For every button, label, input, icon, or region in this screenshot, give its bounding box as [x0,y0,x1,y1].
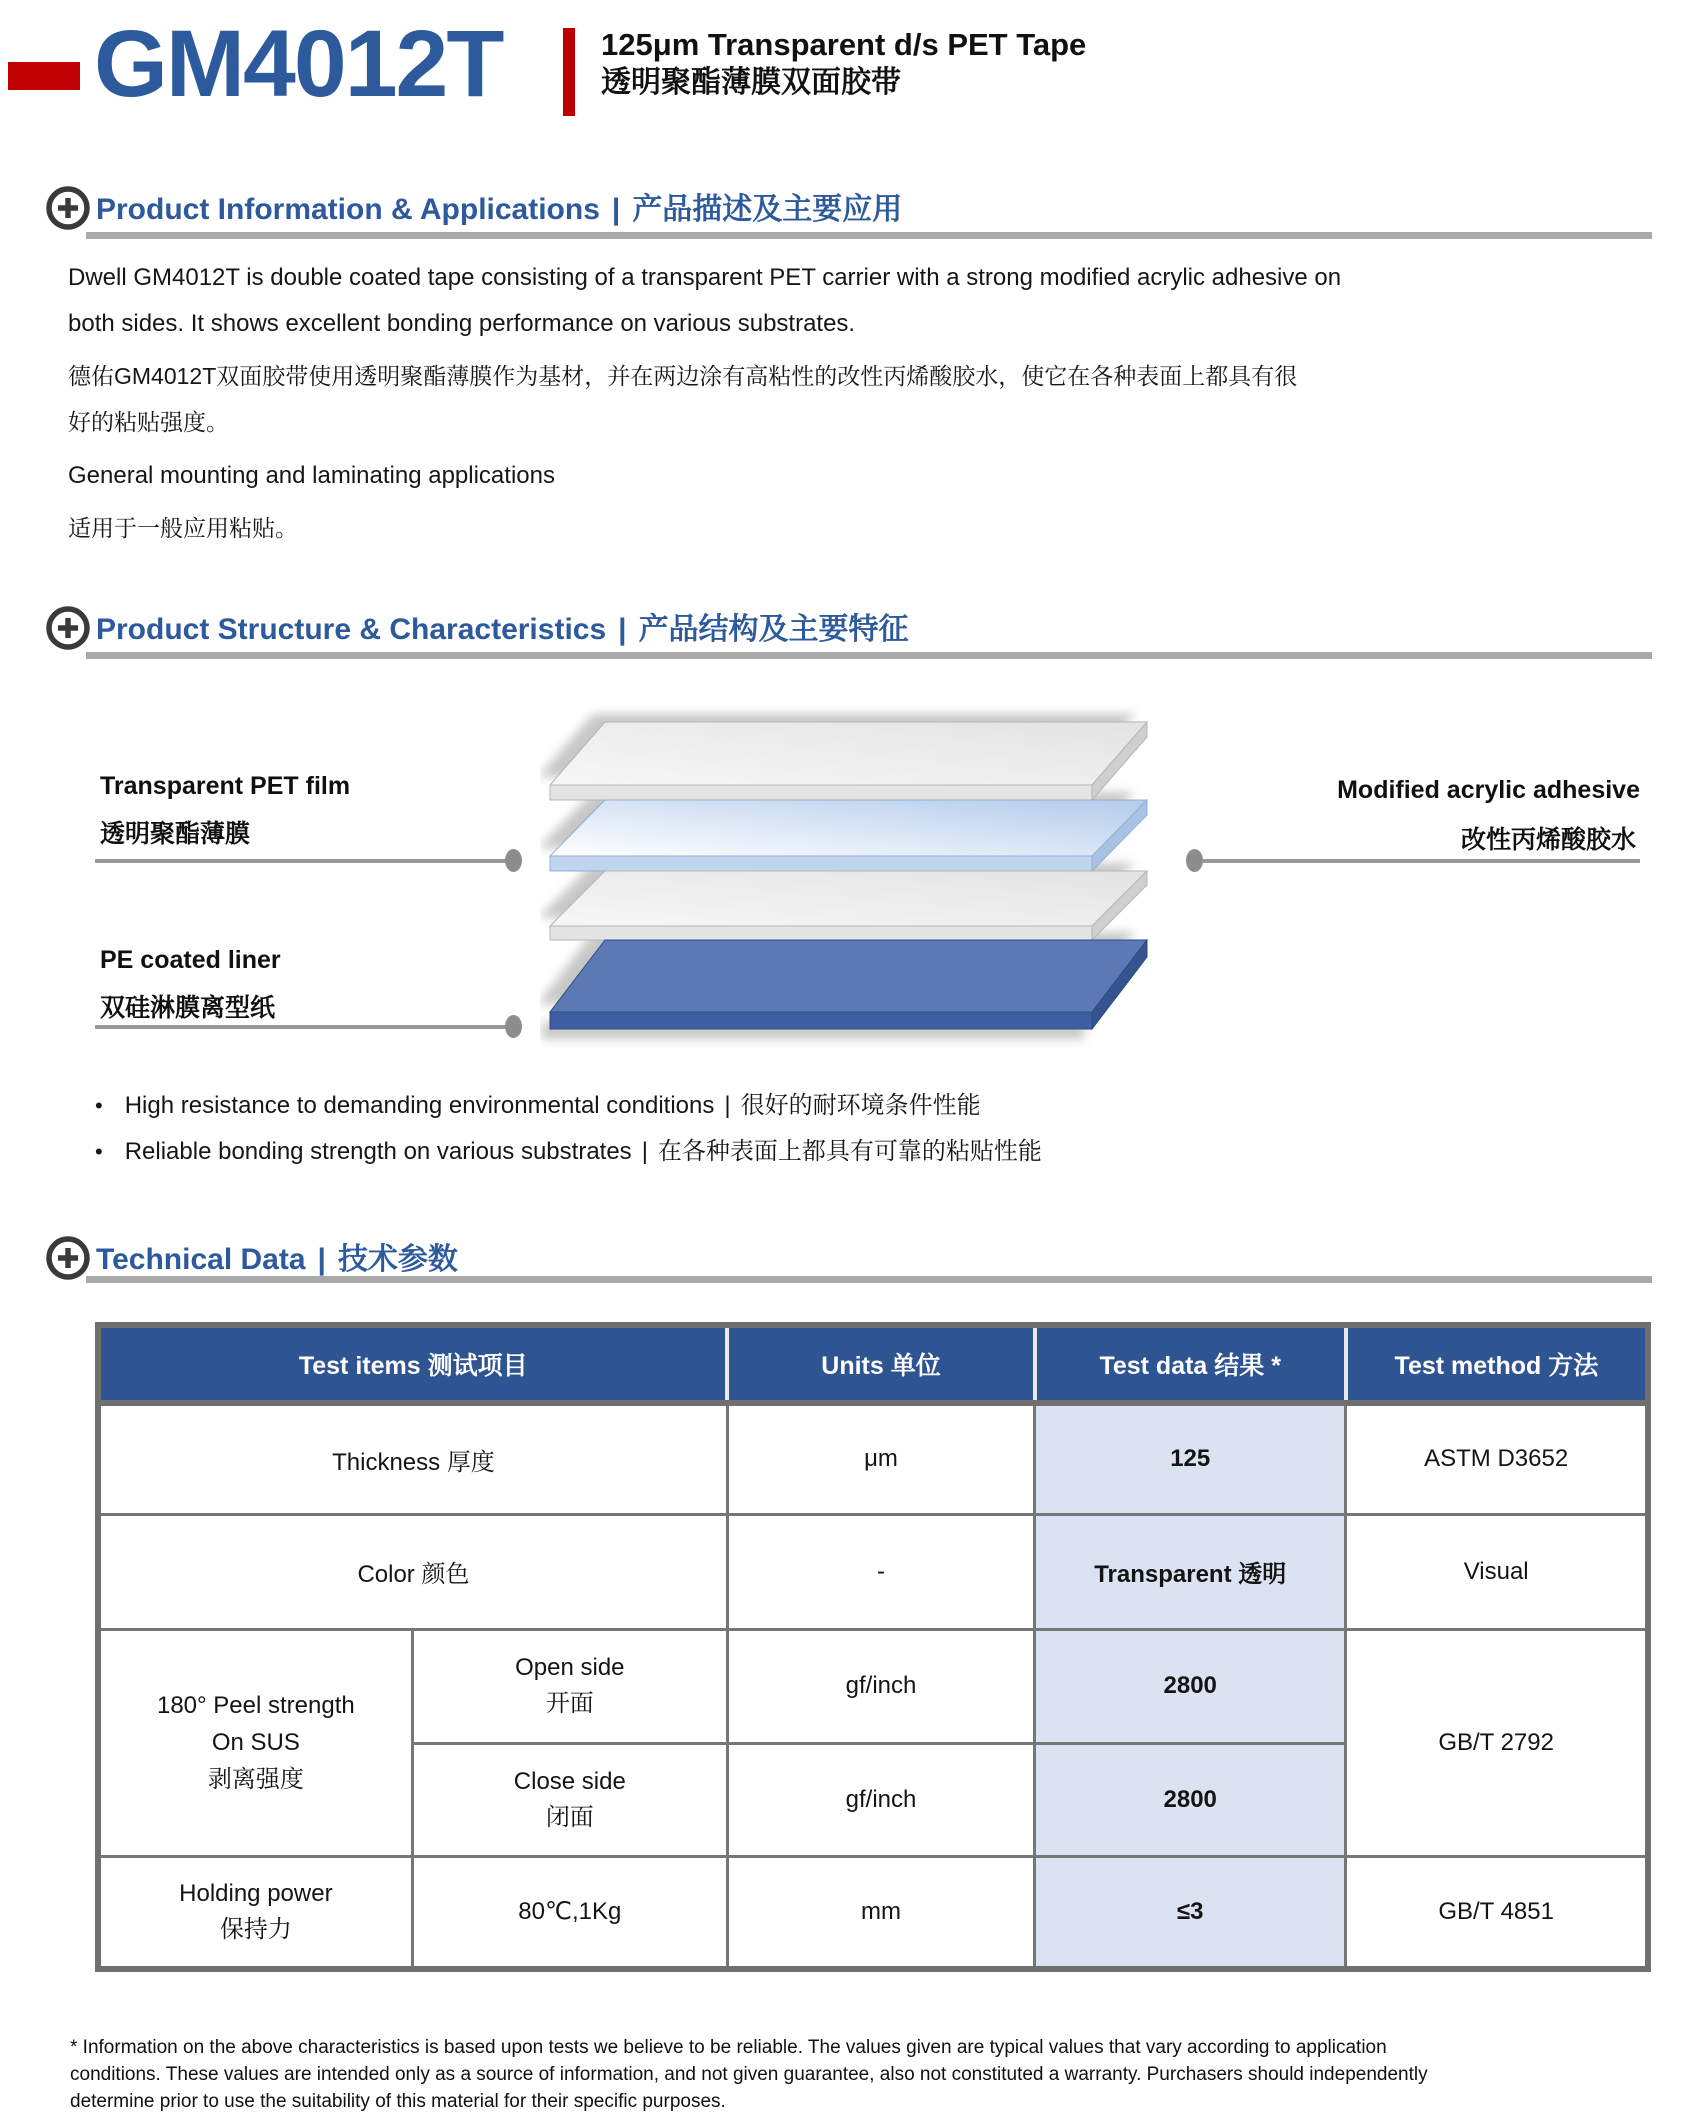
info-general-zh: 适用于一般应用粘贴。 [68,515,298,541]
cell-method: ASTM D3652 [1346,1403,1648,1514]
peel-item-line2: On SUS [211,1729,300,1756]
col-header-test-data: Test data 结果 * [1035,1325,1346,1403]
section-structure-zh: 产品结构及主要特征 [638,613,909,646]
leader-dot [1186,849,1203,872]
layer-adhesive-bottom [550,871,1147,940]
info-general-en: General mounting and laminating applications [68,462,555,489]
cell-method: Visual [1346,1514,1648,1629]
cell-item-holding [98,1856,412,1969]
cell-subitem-close [412,1743,727,1856]
feature-bullet [95,1085,981,1120]
peel-item-line3: 剥离强度 [207,1766,304,1793]
section-info-zh: 产品描述及主要应用 [632,193,903,226]
feature-bullet [95,1131,1042,1166]
holding-item-en: Holding power [179,1879,333,1907]
section-info-en: Product Information & Applications [96,193,600,226]
section-structure-en: Product Structure & Characteristics [96,613,607,646]
section-technical-zh: 技术参数 [337,1243,458,1276]
footnote-line: * Information on the above characteristics is based upon tests we believe to be reliable. The values given are typical values that vary according to application [70,2037,1387,2058]
table-row-peel-open [98,1629,1648,1743]
section-technical-en: Technical Data [96,1243,306,1276]
bullet-zh: 在各种表面上都具有可靠的粘贴性能 [657,1138,1042,1165]
table-header-row [98,1325,1648,1403]
red-dash-accent [8,62,80,90]
holding-item-zh: 保持力 [219,1915,292,1943]
section-rule [86,652,1652,659]
banner-title-block [601,26,1086,102]
layer-pet-film [550,800,1147,871]
label-pe-liner-en: PE coated liner [100,946,281,974]
red-divider-bar [563,28,575,116]
table-row-color [98,1514,1648,1629]
cell-value: 2800 [1035,1743,1346,1856]
cell-unit: mm [727,1856,1034,1969]
heading-separator: | [611,193,621,226]
cell-condition: 80℃,1Kg [412,1856,727,1969]
bullet-marker: • [95,1139,103,1164]
info-paragraph-line: both sides. It shows excellent bonding performance on various substrates. [68,310,856,337]
cell-item: Thickness 厚度 [98,1403,727,1514]
label-pe-liner-zh: 双硅淋膜离型纸 [100,994,276,1022]
plus-circle-icon [42,602,94,654]
close-side-zh: 闭面 [545,1803,594,1831]
heading-separator: | [618,613,627,646]
cell-subitem-open [412,1629,727,1743]
col-header-test-items: Test items 测试项目 [98,1325,727,1403]
plus-circle-icon [42,182,94,234]
info-paragraph-line-zh: 好的粘贴强度。 [68,409,229,435]
footnote-line: determine prior to use the suitability of this material for their specific purposes. [70,2091,726,2112]
label-adhesive-en: Modified acrylic adhesive [1337,776,1640,804]
cell-unit: μm [727,1403,1034,1514]
cell-value: 125 [1035,1403,1346,1514]
close-side-en: Close side [513,1767,626,1795]
section-rule [86,232,1652,239]
bullet-marker: • [95,1093,103,1118]
bullet-en: High resistance to demanding environmental conditions [124,1092,715,1119]
info-paragraph-line: Dwell GM4012T is double coated tape consisting of a transparent PET carrier with a strong modified acrylic adhesive on [68,264,1342,291]
cell-value: ≤3 [1035,1856,1346,1969]
open-side-zh: 开面 [545,1690,594,1717]
cell-method: GB/T 2792 [1346,1629,1648,1856]
leader-dot [505,1015,522,1038]
banner-title-zh: 透明聚酯薄膜双面胶带 [601,66,901,99]
section-heading-technical [96,1234,458,1278]
bullet-separator: | [641,1138,648,1165]
cell-unit: gf/inch [727,1743,1034,1856]
tape-layer-diagram [540,690,1180,1090]
col-header-test-method: Test method 方法 [1346,1325,1648,1403]
label-adhesive-zh: 改性丙烯酸胶水 [1460,826,1636,854]
layer-adhesive-top [550,722,1147,800]
product-code: GM4012T [94,11,503,117]
leader-line [1203,859,1640,863]
table-row-thickness [98,1403,1648,1514]
leader-line [95,1025,507,1029]
label-pet-film-en: Transparent PET film [100,772,351,800]
cell-value: 2800 [1035,1629,1346,1743]
label-pet-film-zh: 透明聚酯薄膜 [100,820,251,848]
cell-item-peel [98,1629,412,1856]
heading-separator: | [317,1243,326,1276]
table-row-holding [98,1856,1648,1969]
cell-method: GB/T 4851 [1346,1856,1648,1969]
col-header-units: Units 单位 [727,1325,1034,1403]
section-heading-structure [96,604,909,648]
technical-data-table [95,1322,1651,1972]
cell-value: Transparent 透明 [1035,1514,1346,1629]
cell-item: Color 颜色 [98,1514,727,1629]
info-paragraph-line-zh: 德佑GM4012T双面胶带使用透明聚酯薄膜作为基材，并在两边涂有高粘性的改性丙烯酸胶水，使它在各种表面上都具有很 [68,363,1298,389]
section-heading-info [96,184,902,228]
peel-item-line1: 180° Peel strength [156,1692,355,1719]
leader-dot [505,849,522,872]
layer-pe-liner [550,940,1147,1029]
section-rule [86,1276,1652,1283]
banner-title-en: 125μm Transparent d/s PET Tape [601,27,1087,62]
open-side-en: Open side [515,1654,625,1681]
cell-unit: gf/inch [727,1629,1034,1743]
footnote-line: conditions. These values are intended only as a source of information, and not given guarantee, also not constituted a warranty. Purchasers should independently [70,2064,1428,2085]
leader-line [95,859,507,863]
bullet-zh: 很好的耐环境条件性能 [740,1092,981,1119]
cell-unit: - [727,1514,1034,1629]
bullet-en: Reliable bonding strength on various substrates [124,1138,632,1165]
bullet-separator: | [724,1092,731,1119]
